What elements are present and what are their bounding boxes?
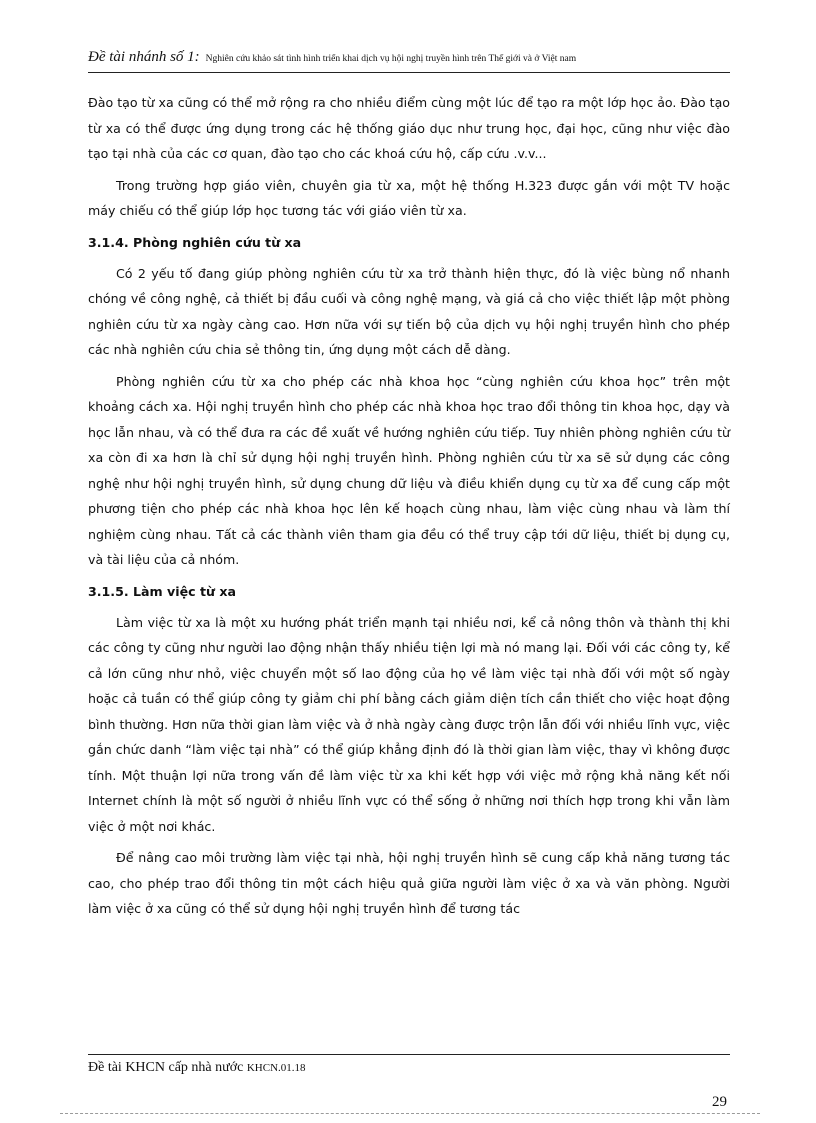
header-subtitle: Nghiên cứu khảo sát tình hình triển khai dịch vụ hội nghị truyền hình trên Thế giới và ở Việt nam [205, 54, 577, 64]
footer-project-code: KHCN.01.18 [246, 1062, 306, 1074]
paragraph-remote-lab-factors: Có 2 yếu tố đang giúp phòng nghiên cứu từ xa trở thành hiện thực, đó là việc bùng nổ nhanh chóng về công nghệ, cả thiết bị đầu cuối và công nghệ mạng, và giá cả cho việc thiết lập một phòng nghiên cứu từ xa ngày càng cao. Hơn nữa với sự tiến bộ của dịch vụ hội nghị truyền hình cho phép các nhà nghiên cứu chia sẻ thông tin, ứng dụng một cách dễ dàng. [88, 265, 730, 357]
paragraph-h323-classroom: Trong trường hợp giáo viên, chuyên gia từ xa, một hệ thống H.323 được gắn với một TV hoặc máy chiếu có thể giúp lớp học tương tác với giáo viên từ xa. [88, 177, 730, 218]
running-header [88, 48, 730, 66]
footer-project: Đề tài KHCN cấp nhà nước [88, 1060, 244, 1075]
paragraph-telework-videoconference: Để nâng cao môi trường làm việc tại nhà, hội nghị truyền hình sẽ cung cấp khả năng tương tác cao, cho phép trao đổi thông tin một cách hiệu quả giữa người làm việc ở xa và văn phòng. Người làm việc ở xa cũng có thể sử dụng hội nghị truyền hình để tương tác [88, 850, 730, 916]
footer-divider [88, 1054, 730, 1055]
page-body [88, 90, 730, 928]
section-heading-3-1-4: 3.1.4. Phòng nghiên cứu từ xa [88, 234, 302, 250]
header-title: Đề tài nhánh số 1: [88, 49, 200, 65]
paragraph-distance-training: Đào tạo từ xa cũng có thể mở rộng ra cho nhiều điểm cùng một lúc để tạo ra một lớp học ảo. Đào tạo từ xa có thể được ứng dụng trong các hệ thống giáo dục như trung học, đại học, cũng như việc đào tạo tại nhà của các cơ quan, đào tạo cho các khoá cứu hộ, cấp cứu .v.v... [88, 95, 730, 161]
running-footer [88, 1060, 306, 1076]
section-heading-3-1-5: 3.1.5. Làm việc từ xa [88, 583, 236, 599]
paragraph-telework-trend: Làm việc từ xa là một xu hướng phát triển mạnh tại nhiều nơi, kể cả nông thôn và thành thị khi các công ty cũng như người lao động nhận thấy nhiều tiện lợi mà nó mang lại. Đối với các công ty, kể cả lớn cũng như nhỏ, việc chuyển một số lao động của họ về làm việc tại nhà đối với một số ngày hoặc cả tuần có thể giúp công ty giảm chi phí bằng cách giảm diện tích cần thiết cho việc hoạt động bình thường. Hơn nữa thời gian làm việc và ở nhà ngày càng được trộn lẫn đối với nhiều lĩnh vực, việc gắn chức danh “làm việc tại nhà” có thể giúp khẳng định đó là thời gian làm việc, thay vì không được tính. Một thuận lợi nữa trong vấn đề làm việc từ xa khi kết hợp với việc mở rộng khả năng kết nối Internet chính là một số người ở nhiều lĩnh vực có thể sống ở những nơi thích hợp trong khi vẫn làm việc ở một nơi khác. [88, 614, 730, 834]
header-divider [88, 72, 730, 73]
paragraph-remote-lab-collaboration: Phòng nghiên cứu từ xa cho phép các nhà khoa học “cùng nghiên cứu khoa học” trên một khoảng cách xa. Hội nghị truyền hình cho phép các nhà khoa học trao đổi thông tin khoa học, dạy và học lẫn nhau, và có thể đưa ra các đề xuất về hướng nghiên cứu tiếp. Tuy nhiên phòng nghiên cứu từ xa còn đi xa hơn là chỉ sử dụng hội nghị truyền hình. Phòng nghiên cứu từ xa sẽ sử dụng các công nghệ như hội nghị truyền hình, sử dụng chung dữ liệu và điều khiển dụng cụ từ xa để cung cấp một phương tiện cho phép các nhà khoa học lên kế hoạch cùng nhau, làm việc cùng nhau và làm thí nghiệm cùng nhau. Tất cả các thành viên tham gia đều có thể truy cập tới dữ liệu, thiết bị dụng cụ, và tài liệu của cả nhóm. [88, 373, 730, 567]
scan-artifact-line [60, 1113, 760, 1114]
page-number: 29 [712, 1094, 727, 1110]
